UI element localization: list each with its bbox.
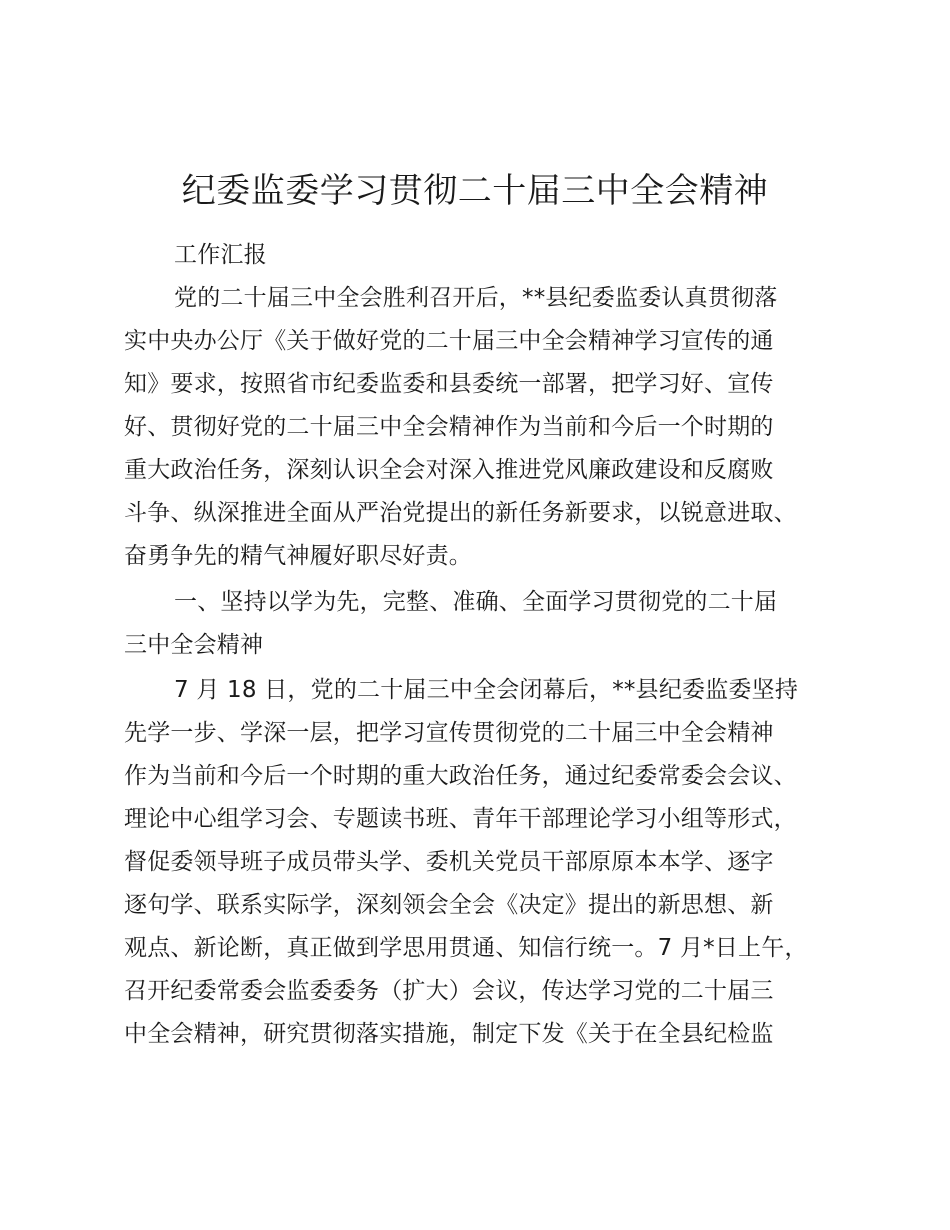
paragraph-line: 先学一步、学深一层，把学习宣传贯彻党的二十届三中全会精神 — [124, 720, 774, 746]
paragraph-line: 观点、新论断，真正做到学思用贯通、知信行统一。7 月*日上午， — [124, 935, 808, 961]
paragraph-line: 逐句学、联系实际学，深刻领会全会《决定》提出的新思想、新 — [124, 892, 774, 918]
paragraph-line: 理论中心组学习会、专题读书班、青年干部理论学习小组等形式， — [124, 806, 797, 832]
paragraph-line: 实中央办公厅《关于做好党的二十届三中全会精神学习宣传的通 — [124, 328, 774, 354]
paragraph-line: 奋勇争先的精气神履好职尽好责。 — [124, 543, 472, 569]
paragraph-line: 中全会精神，研究贯彻落实措施，制定下发《关于在全县纪检监 — [124, 1021, 774, 1047]
paragraph-line: 好、贯彻好党的二十届三中全会精神作为当前和今后一个时期的 — [124, 414, 774, 440]
paragraph-line: 党的二十届三中全会胜利召开后，**县纪委监委认真贯彻落 — [174, 285, 778, 311]
document-title: 纪委监委学习贯彻二十届三中全会精神 — [181, 171, 769, 211]
paragraph-line: 7 月 18 日，党的二十届三中全会闭幕后，**县纪委监委坚持 — [174, 677, 799, 703]
paragraph-line: 重大政治任务，深刻认识全会对深入推进党风廉政建设和反腐败 — [124, 457, 774, 483]
section-heading-line: 一、坚持以学为先，完整、准确、全面学习贯彻党的二十届 — [174, 589, 778, 615]
paragraph-line: 知》要求，按照省市纪委监委和县委统一部署，把学习好、宣传 — [124, 371, 774, 397]
section-heading-line: 三中全会精神 — [124, 632, 264, 658]
paragraph-line: 作为当前和今后一个时期的重大政治任务，通过纪委常委会会议、 — [124, 763, 797, 789]
paragraph-line: 斗争、纵深推进全面从严治党提出的新任务新要求，以锐意进取、 — [124, 500, 797, 526]
subtitle-line: 工作汇报 — [174, 242, 267, 268]
paragraph-line: 督促委领导班子成员带头学、委机关党员干部原原本本学、逐字 — [124, 849, 774, 875]
paragraph-line: 召开纪委常委会监委委务（扩大）会议，传达学习党的二十届三 — [124, 978, 774, 1004]
